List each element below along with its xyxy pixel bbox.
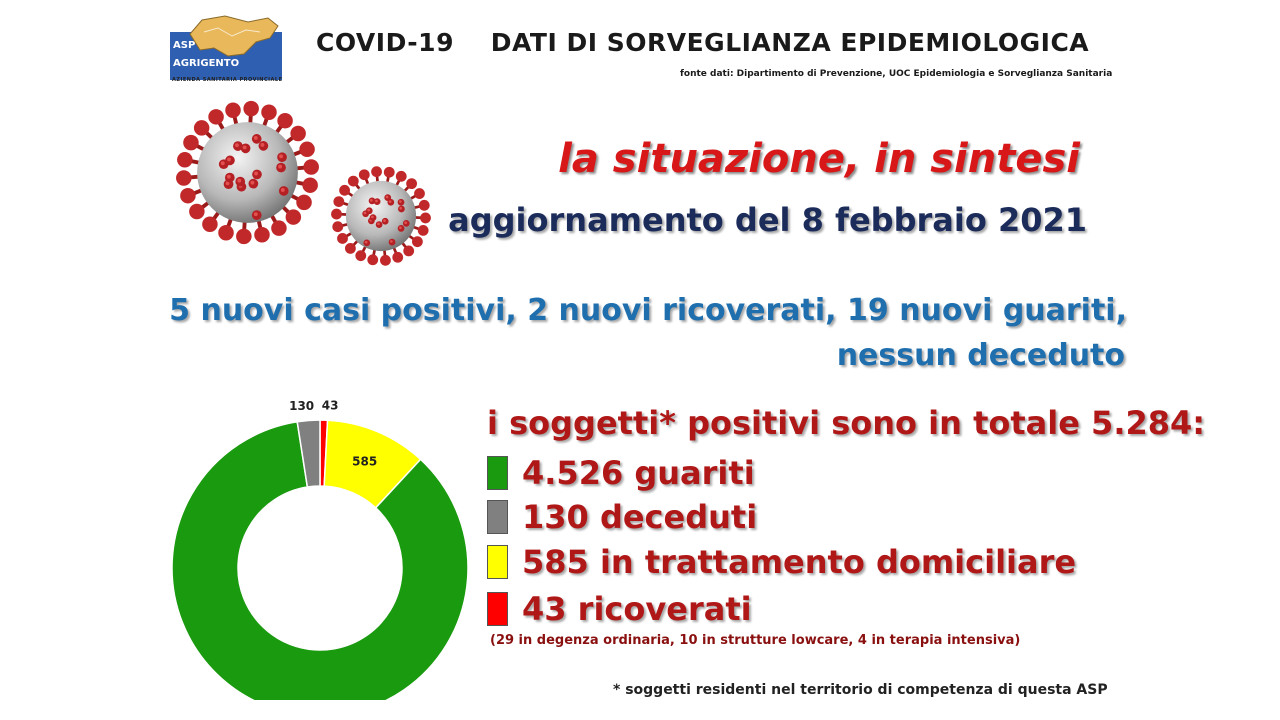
legend-swatch-ricoverati xyxy=(487,592,508,626)
page-title: COVID-19 DATI DI SORVEGLIANZA EPIDEMIOLOGICA xyxy=(316,28,1090,57)
coronavirus-illustration-small xyxy=(327,162,435,270)
legend-swatch-domiciliare xyxy=(487,545,508,579)
legend-row-deceduti xyxy=(487,496,757,538)
legend-row-domiciliare xyxy=(487,541,1076,583)
legend-row-guariti xyxy=(487,452,755,494)
legend-swatch-deceduti xyxy=(487,500,508,534)
legend-label-ricoverati: 43 ricoverati xyxy=(522,590,752,628)
logo-subtitle: AZIENDA SANITARIA PROVINCIALE xyxy=(172,77,283,83)
donut-label-deceduti: 130 xyxy=(289,398,315,413)
daily-news-line-1: 5 nuovi casi positivi, 2 nuovi ricoverati, 19 nuovi guariti, xyxy=(169,293,1127,328)
total-positive-line: i soggetti* positivi sono in totale 5.284: xyxy=(487,404,1206,442)
legend-row-ricoverati xyxy=(487,588,752,630)
daily-news-line-2: nessun deceduto xyxy=(836,338,1125,373)
donut-label-trattamento-domiciliare: 585 xyxy=(352,454,378,469)
logo-line-2: AGRIGENTO xyxy=(173,58,240,69)
update-date: aggiornamento del 8 febbraio 2021 xyxy=(448,201,1087,239)
coronavirus-illustration-large xyxy=(165,95,330,250)
logo-line-1: ASP xyxy=(173,40,196,51)
summary-subtitle: la situazione, in sintesi xyxy=(558,136,1080,182)
hospitalization-detail: (29 in degenza ordinaria, 10 in strutture lowcare, 4 in terapia intensiva) xyxy=(490,633,1021,648)
data-source-note: fonte dati: Dipartimento di Prevenzione, UOC Epidemiologia e Sorveglianza Sanitaria xyxy=(680,69,1113,79)
footnote: * soggetti residenti nel territorio di competenza di questa ASP xyxy=(613,682,1108,698)
legend-label-guariti: 4.526 guariti xyxy=(522,454,755,492)
cases-donut-chart xyxy=(160,380,480,700)
legend-swatch-guariti xyxy=(487,456,508,490)
donut-label-ricoverati: 43 xyxy=(321,398,339,413)
legend-label-domiciliare: 585 in trattamento domiciliare xyxy=(522,543,1077,581)
legend-label-deceduti: 130 deceduti xyxy=(522,498,758,536)
